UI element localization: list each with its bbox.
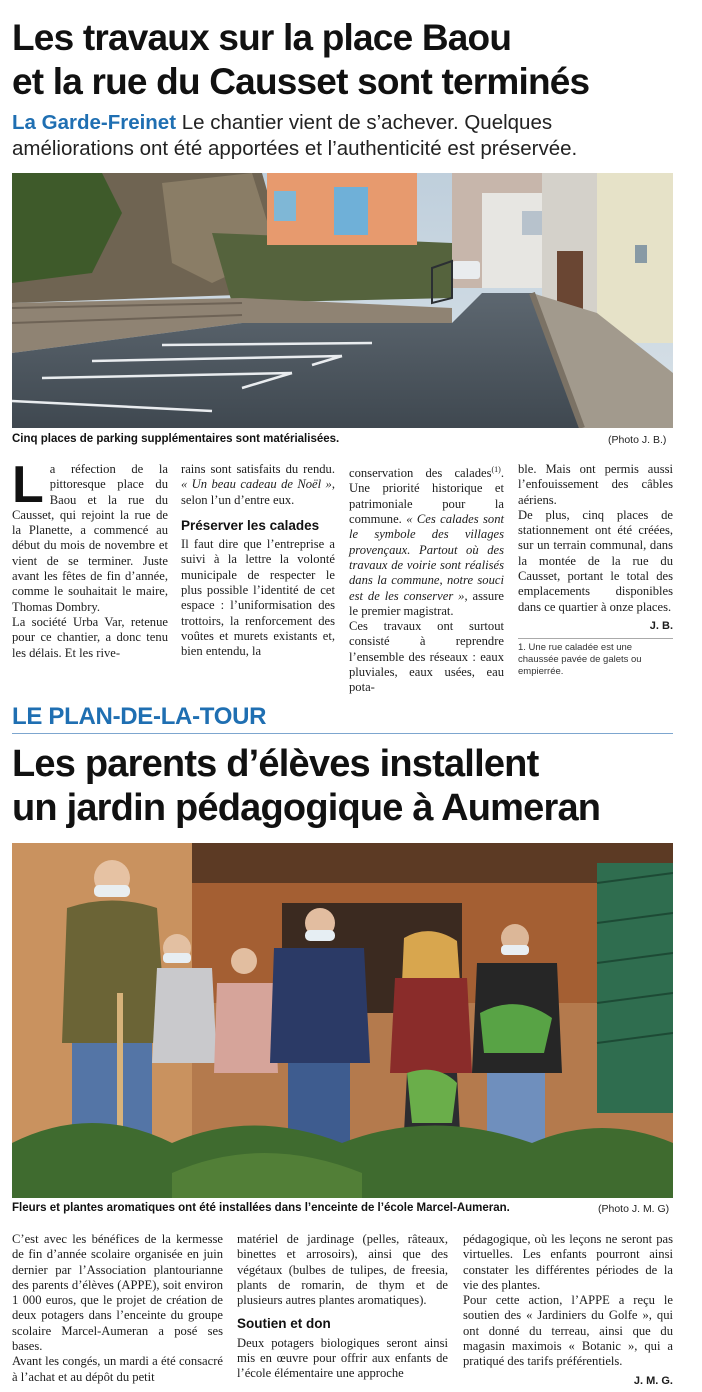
article-2-column-2 (237, 1232, 448, 1382)
section-label-plan-de-la-tour: LE PLAN-DE-LA-TOUR (12, 702, 673, 734)
location-label: La Garde-Freinet (12, 111, 177, 134)
article-2-paragraph-2: Avant les congés, un mardi a été consacré à l’achat et au dépôt du petit (12, 1354, 223, 1384)
text-run: , assure le premier magistrat. (349, 588, 504, 618)
article-2-paragraph-1: C’est avec les bénéfices de la kermesse de fin d’année scolaire organisée en juin dernier par l’Association plantourianne des parents d’élèves (APPE), soit environ 1 000 euros, que le projet de création de deux potagers dans l’enceinte du groupe scolaire Marcel-Aumeran a posé ses bases. (12, 1232, 223, 1354)
article-1-column-1 (12, 456, 168, 661)
article-2-paragraph-6: Pour cette action, l’APPE a reçu le soutien des « Jardiniers du Golfe », qui ont donné du terreau, ainsi que du magasin maximois « Botanic », qui a pratiqué des tarifs préférentiels. (463, 1293, 673, 1369)
article-1-paragraph-1: a réfection de la pittoresque place du Baou et la rue du Causset, qui rejoint la rue de la Planette, a commencé au début du mois de novembre et vient de se terminer. Juste avant les fêtes de fin d’année, comme le souhaitait le maire, Thomas Dombry. (12, 462, 168, 614)
article-1-paragraph-8: De plus, cinq places de stationnement ont été créées, sur un terrain communal, dans la montée de la rue du Causset, portant le total des emplacements disponibles dans ce quartier à onze places. (518, 507, 673, 614)
footnote-ref: (1) (491, 465, 501, 474)
photo-2-credit: (Photo J. M. G) (598, 1203, 670, 1215)
text-run: , selon l’un d’entre eux. (181, 477, 335, 507)
signature-jb: J. B. (649, 619, 673, 632)
street-illustration (12, 173, 673, 428)
article-1-paragraph-2: La société Urba Var, retenue pour ce chantier, a donc tenu les délais. Et les rive- (12, 614, 168, 660)
article-1-paragraph-3 (181, 462, 335, 508)
photo-1-credit: (Photo J. B.) (608, 434, 667, 446)
quote-run: « Ces calades sont le symbole des villages provençaux. Partout où des travaux de voirie sont réalisés dans la commune, notre souci est de les conserver » (349, 512, 504, 603)
headline-1-line-2: et la rue du Causset sont terminés (12, 61, 590, 102)
signature-jmg: J. M. G. (633, 1374, 673, 1387)
article-1-column-3 (349, 462, 504, 696)
article-1-paragraph-4: Il faut dire que l’entreprise a suivi à la lettre la volonté municipale de respecter le plus possible l’identité de cet espace : l’uniformisation des trottoirs, la renforcement des voûtes et murets existants et, bien entendu, la (181, 537, 335, 659)
standfirst-text-1: Le chantier vient de s’achever. Quelques (176, 111, 553, 134)
headline-1-line-1: Les travaux sur la place Baou (12, 17, 512, 58)
quote-run: « Un beau cadeau de Noël » (181, 477, 332, 492)
article-2-paragraph-5: pédagogique, où les leçons ne seront pas virtuelles. Les enfants pourront ainsi constater les différentes périodes de la vie des plantes. (463, 1232, 673, 1292)
photo-1-caption: Cinq places de parking supplémentaires sont matérialisées. (12, 433, 340, 445)
standfirst-1-line-1 (12, 110, 692, 136)
photo-street-parking (12, 173, 673, 428)
garden-illustration (12, 843, 673, 1198)
article-1-column-2 (181, 462, 335, 660)
text-run: . Une priorité historique et patrimoniale pour la commune. (349, 466, 504, 527)
standfirst-1-line-2: améliorations ont été apportées et l’authenticité est préservée. (12, 137, 578, 160)
text-run: rains sont satisfaits du rendu. (181, 462, 335, 476)
article-2-paragraph-4: Deux potagers biologiques seront ainsi mis en œuvre pour offrir aux enfants de l’école élémentaire une approche (237, 1335, 448, 1381)
article-1-paragraph-5 (349, 462, 504, 619)
photo-parents-garden (12, 843, 673, 1198)
subhead-soutien: Soutien et don (237, 1316, 331, 1332)
article-2-paragraph-3: matériel de jardinage (pelles, râteaux, binettes et arrosoirs), ainsi que des végétaux (bulbes de tulipes, de freesia, plants de romarin, de thym et de plusieurs autres plantes aromatiques). (237, 1232, 448, 1308)
article-1-paragraph-6: Ces travaux ont surtout consisté à reprendre l’ensemble des réseaux : eaux pluviales, eaux usées, eau pota- (349, 619, 504, 695)
article-1-paragraph-7: ble. Mais ont permis aussi l’enfouissement des câbles aériens. (518, 462, 673, 507)
subhead-calades: Préserver les calades (181, 517, 320, 533)
photo-2-caption: Fleurs et plantes aromatiques ont été installées dans l’enceinte de l’école Marcel-Aumeran. (12, 1202, 510, 1214)
article-1-column-4 (518, 462, 673, 678)
text-run: conservation des calades (349, 466, 492, 481)
article-2-column-3 (463, 1232, 673, 1389)
dropcap: L (12, 456, 44, 514)
headline-2-line-1: Les parents d’élèves installent (12, 743, 539, 785)
headline-2-line-2: un jardin pédagogique à Aumeran (12, 787, 601, 829)
footnote-calade: 1. Une rue caladée est une chaussée pavée de galets ou empierrée. (518, 638, 673, 678)
article-2-column-1 (12, 1232, 223, 1385)
